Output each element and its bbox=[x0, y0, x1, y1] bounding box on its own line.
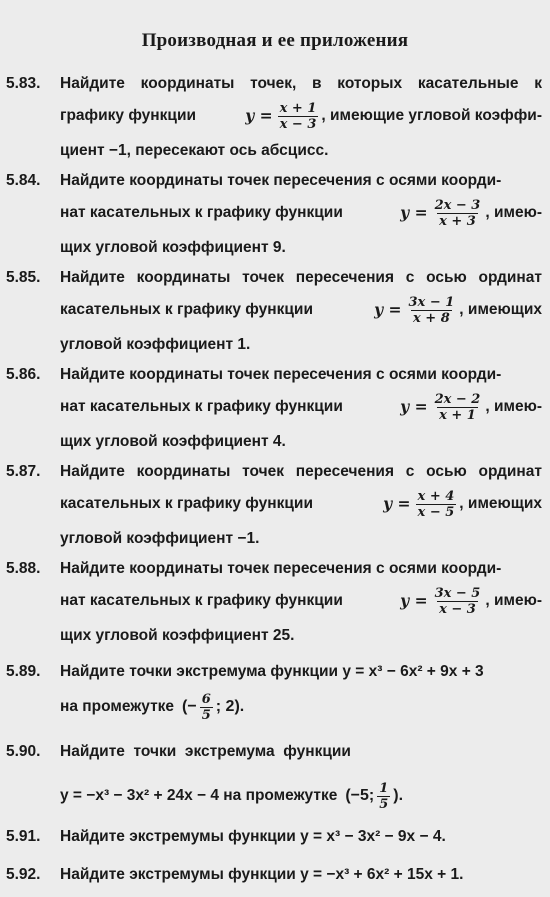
text-segment: Найдите координаты точек пересечения с осями коорди- bbox=[60, 172, 502, 189]
text-segment: , имеющие угловой коэффи- bbox=[321, 107, 542, 124]
problem-text-line bbox=[60, 167, 542, 195]
fraction bbox=[433, 392, 483, 423]
fraction bbox=[416, 489, 457, 520]
fraction-numerator: x + 4 bbox=[417, 488, 455, 504]
text-segment: нат касательных к графику функции bbox=[60, 204, 343, 221]
problem-text-line bbox=[60, 861, 542, 889]
problem-number: 5.83. bbox=[6, 75, 41, 92]
problem-text-line bbox=[60, 137, 542, 165]
text-segment: ординат bbox=[478, 269, 542, 286]
text-segment: касательные bbox=[417, 75, 519, 92]
text-segment: касательных к графику функции bbox=[60, 495, 313, 512]
text-segment: в bbox=[312, 75, 322, 92]
text-segment: координаты bbox=[140, 75, 235, 92]
text-segment: , имею- bbox=[485, 398, 542, 415]
problem-text-line bbox=[60, 331, 542, 359]
text-segment: Найдите точки экстремума функции y = x³ − 6x² + 9x + 3 bbox=[60, 663, 484, 680]
fraction-denominator: x + 8 bbox=[413, 310, 450, 326]
fraction bbox=[377, 781, 390, 812]
text-segment: касательных к графику функции bbox=[60, 301, 313, 318]
fraction-numerator: 2x − 3 bbox=[434, 197, 481, 213]
text-segment: щих угловой коэффициент 25. bbox=[60, 627, 295, 644]
text-segment: y = −x³ − 3x² + 24x − 4 на промежутке bbox=[60, 787, 338, 804]
text-segment: осью bbox=[426, 463, 467, 480]
text-segment: Найдите координаты точек пересечения с осями коорди- bbox=[60, 560, 502, 577]
fraction-numerator: 3x − 5 bbox=[434, 585, 481, 601]
text-segment: y = bbox=[400, 397, 428, 416]
text-segment: к bbox=[534, 75, 542, 92]
text-segment: щих угловой коэффициент 4. bbox=[60, 433, 286, 450]
formula-segment bbox=[400, 586, 542, 617]
text-segment: с bbox=[405, 269, 415, 286]
problem-text-line bbox=[60, 428, 542, 456]
fraction bbox=[433, 198, 483, 229]
text-segment: щих угловой коэффициент 9. bbox=[60, 239, 286, 256]
text-segment: y = bbox=[245, 106, 273, 125]
fraction-numerator: 6 bbox=[201, 691, 211, 707]
fraction bbox=[433, 586, 483, 617]
problem-text-line bbox=[60, 361, 542, 389]
text-segment: , имеющих bbox=[459, 301, 542, 318]
text-segment: y = bbox=[400, 203, 428, 222]
problem-number: 5.86. bbox=[6, 366, 41, 383]
problem-text-line bbox=[60, 490, 542, 518]
problem-text-line bbox=[60, 693, 542, 721]
text-segment: , имею- bbox=[485, 592, 542, 609]
text-segment: y = bbox=[400, 591, 428, 610]
fraction-numerator: x + 1 bbox=[279, 100, 317, 116]
text-segment: , имею- bbox=[485, 204, 542, 221]
problem-text-line bbox=[60, 525, 542, 553]
text-segment: пересечения bbox=[295, 269, 395, 286]
problem-text-line bbox=[60, 264, 542, 292]
problem-text-line bbox=[60, 738, 542, 766]
problem-text-line bbox=[60, 458, 542, 486]
fraction-denominator: x + 3 bbox=[439, 213, 476, 229]
text-segment: , имеющих bbox=[459, 495, 542, 512]
text-segment: ; 2). bbox=[215, 698, 245, 715]
problem-number: 5.87. bbox=[6, 463, 41, 480]
formula-segment bbox=[245, 101, 542, 132]
fraction-denominator: x + 1 bbox=[439, 407, 476, 423]
problem-text-line bbox=[60, 234, 542, 262]
text-segment: Найдите экстремумы функции y = −x³ + 6x² + 15x + 1. bbox=[60, 866, 464, 883]
page-title: Производная и ее приложения bbox=[141, 30, 409, 51]
text-segment: которых bbox=[337, 75, 403, 92]
text-segment: точек bbox=[242, 463, 284, 480]
text-segment: осью bbox=[426, 269, 467, 286]
text-segment: на промежутке bbox=[60, 698, 175, 715]
formula-segment bbox=[383, 489, 542, 520]
problem-text-line bbox=[60, 587, 542, 615]
problem-text-line bbox=[60, 622, 542, 650]
fraction bbox=[407, 295, 457, 326]
fraction-numerator: 3x − 1 bbox=[408, 294, 455, 310]
formula-segment bbox=[400, 392, 542, 423]
text-segment: точек, bbox=[250, 75, 297, 92]
fraction-denominator: x − 3 bbox=[279, 116, 317, 132]
text-segment: угловой коэффициент −1. bbox=[60, 530, 260, 547]
text-segment: с bbox=[405, 463, 415, 480]
text-segment: графику функции bbox=[60, 107, 197, 124]
problem-number: 5.84. bbox=[6, 172, 41, 189]
text-segment: точек bbox=[242, 269, 284, 286]
text-segment: пересечения bbox=[295, 463, 395, 480]
problem-number: 5.85. bbox=[6, 269, 41, 286]
text-segment: (−5; bbox=[345, 787, 375, 804]
problem-number: 5.91. bbox=[6, 828, 41, 845]
text-segment: нат касательных к графику функции bbox=[60, 592, 343, 609]
formula-segment bbox=[182, 692, 244, 723]
text-segment: Найдите экстремумы функции y = x³ − 3x² − 9x − 4. bbox=[60, 828, 446, 845]
fraction bbox=[200, 692, 213, 723]
problem-text-line bbox=[60, 102, 542, 130]
problem-text-line bbox=[60, 70, 542, 98]
fraction-numerator: 1 bbox=[379, 780, 389, 796]
text-segment: Найдите bbox=[60, 75, 125, 92]
problem-text-line bbox=[60, 823, 542, 851]
problem-number: 5.88. bbox=[6, 560, 41, 577]
text-segment: нат касательных к графику функции bbox=[60, 398, 343, 415]
text-segment: (− bbox=[182, 698, 197, 715]
text-segment: ординат bbox=[478, 463, 542, 480]
fraction-denominator: 5 bbox=[379, 796, 389, 812]
problem-text-line bbox=[60, 393, 542, 421]
fraction-denominator: x − 3 bbox=[439, 601, 476, 617]
text-segment: Найдите bbox=[60, 269, 125, 286]
text-segment: Найдите bbox=[60, 463, 125, 480]
problem-number: 5.92. bbox=[6, 866, 41, 883]
problem-number: 5.90. bbox=[6, 743, 41, 760]
fraction-denominator: x − 5 bbox=[417, 504, 455, 520]
text-segment: Найдите точки экстремума функции bbox=[60, 743, 351, 760]
problem-text-line bbox=[60, 782, 542, 810]
text-segment: координаты bbox=[136, 269, 231, 286]
text-segment: угловой коэффициент 1. bbox=[60, 336, 251, 353]
problem-text-line bbox=[60, 296, 542, 324]
formula-segment bbox=[400, 198, 542, 229]
fraction-numerator: 2x − 2 bbox=[434, 391, 481, 407]
text-segment: y = bbox=[383, 494, 411, 513]
problem-text-line bbox=[60, 658, 542, 686]
text-segment: циент −1, пересекают ось абсцисс. bbox=[60, 142, 329, 159]
text-segment: y = bbox=[374, 300, 402, 319]
text-segment: координаты bbox=[136, 463, 231, 480]
problem-text-line bbox=[60, 199, 542, 227]
formula-segment bbox=[374, 295, 542, 326]
text-segment: ). bbox=[393, 787, 404, 804]
text-segment: Найдите координаты точек пересечения с осями коорди- bbox=[60, 366, 502, 383]
fraction-denominator: 5 bbox=[201, 707, 211, 723]
problem-number: 5.89. bbox=[6, 663, 41, 680]
problem-text-line bbox=[60, 555, 542, 583]
fraction bbox=[278, 101, 319, 132]
formula-segment bbox=[345, 781, 403, 812]
